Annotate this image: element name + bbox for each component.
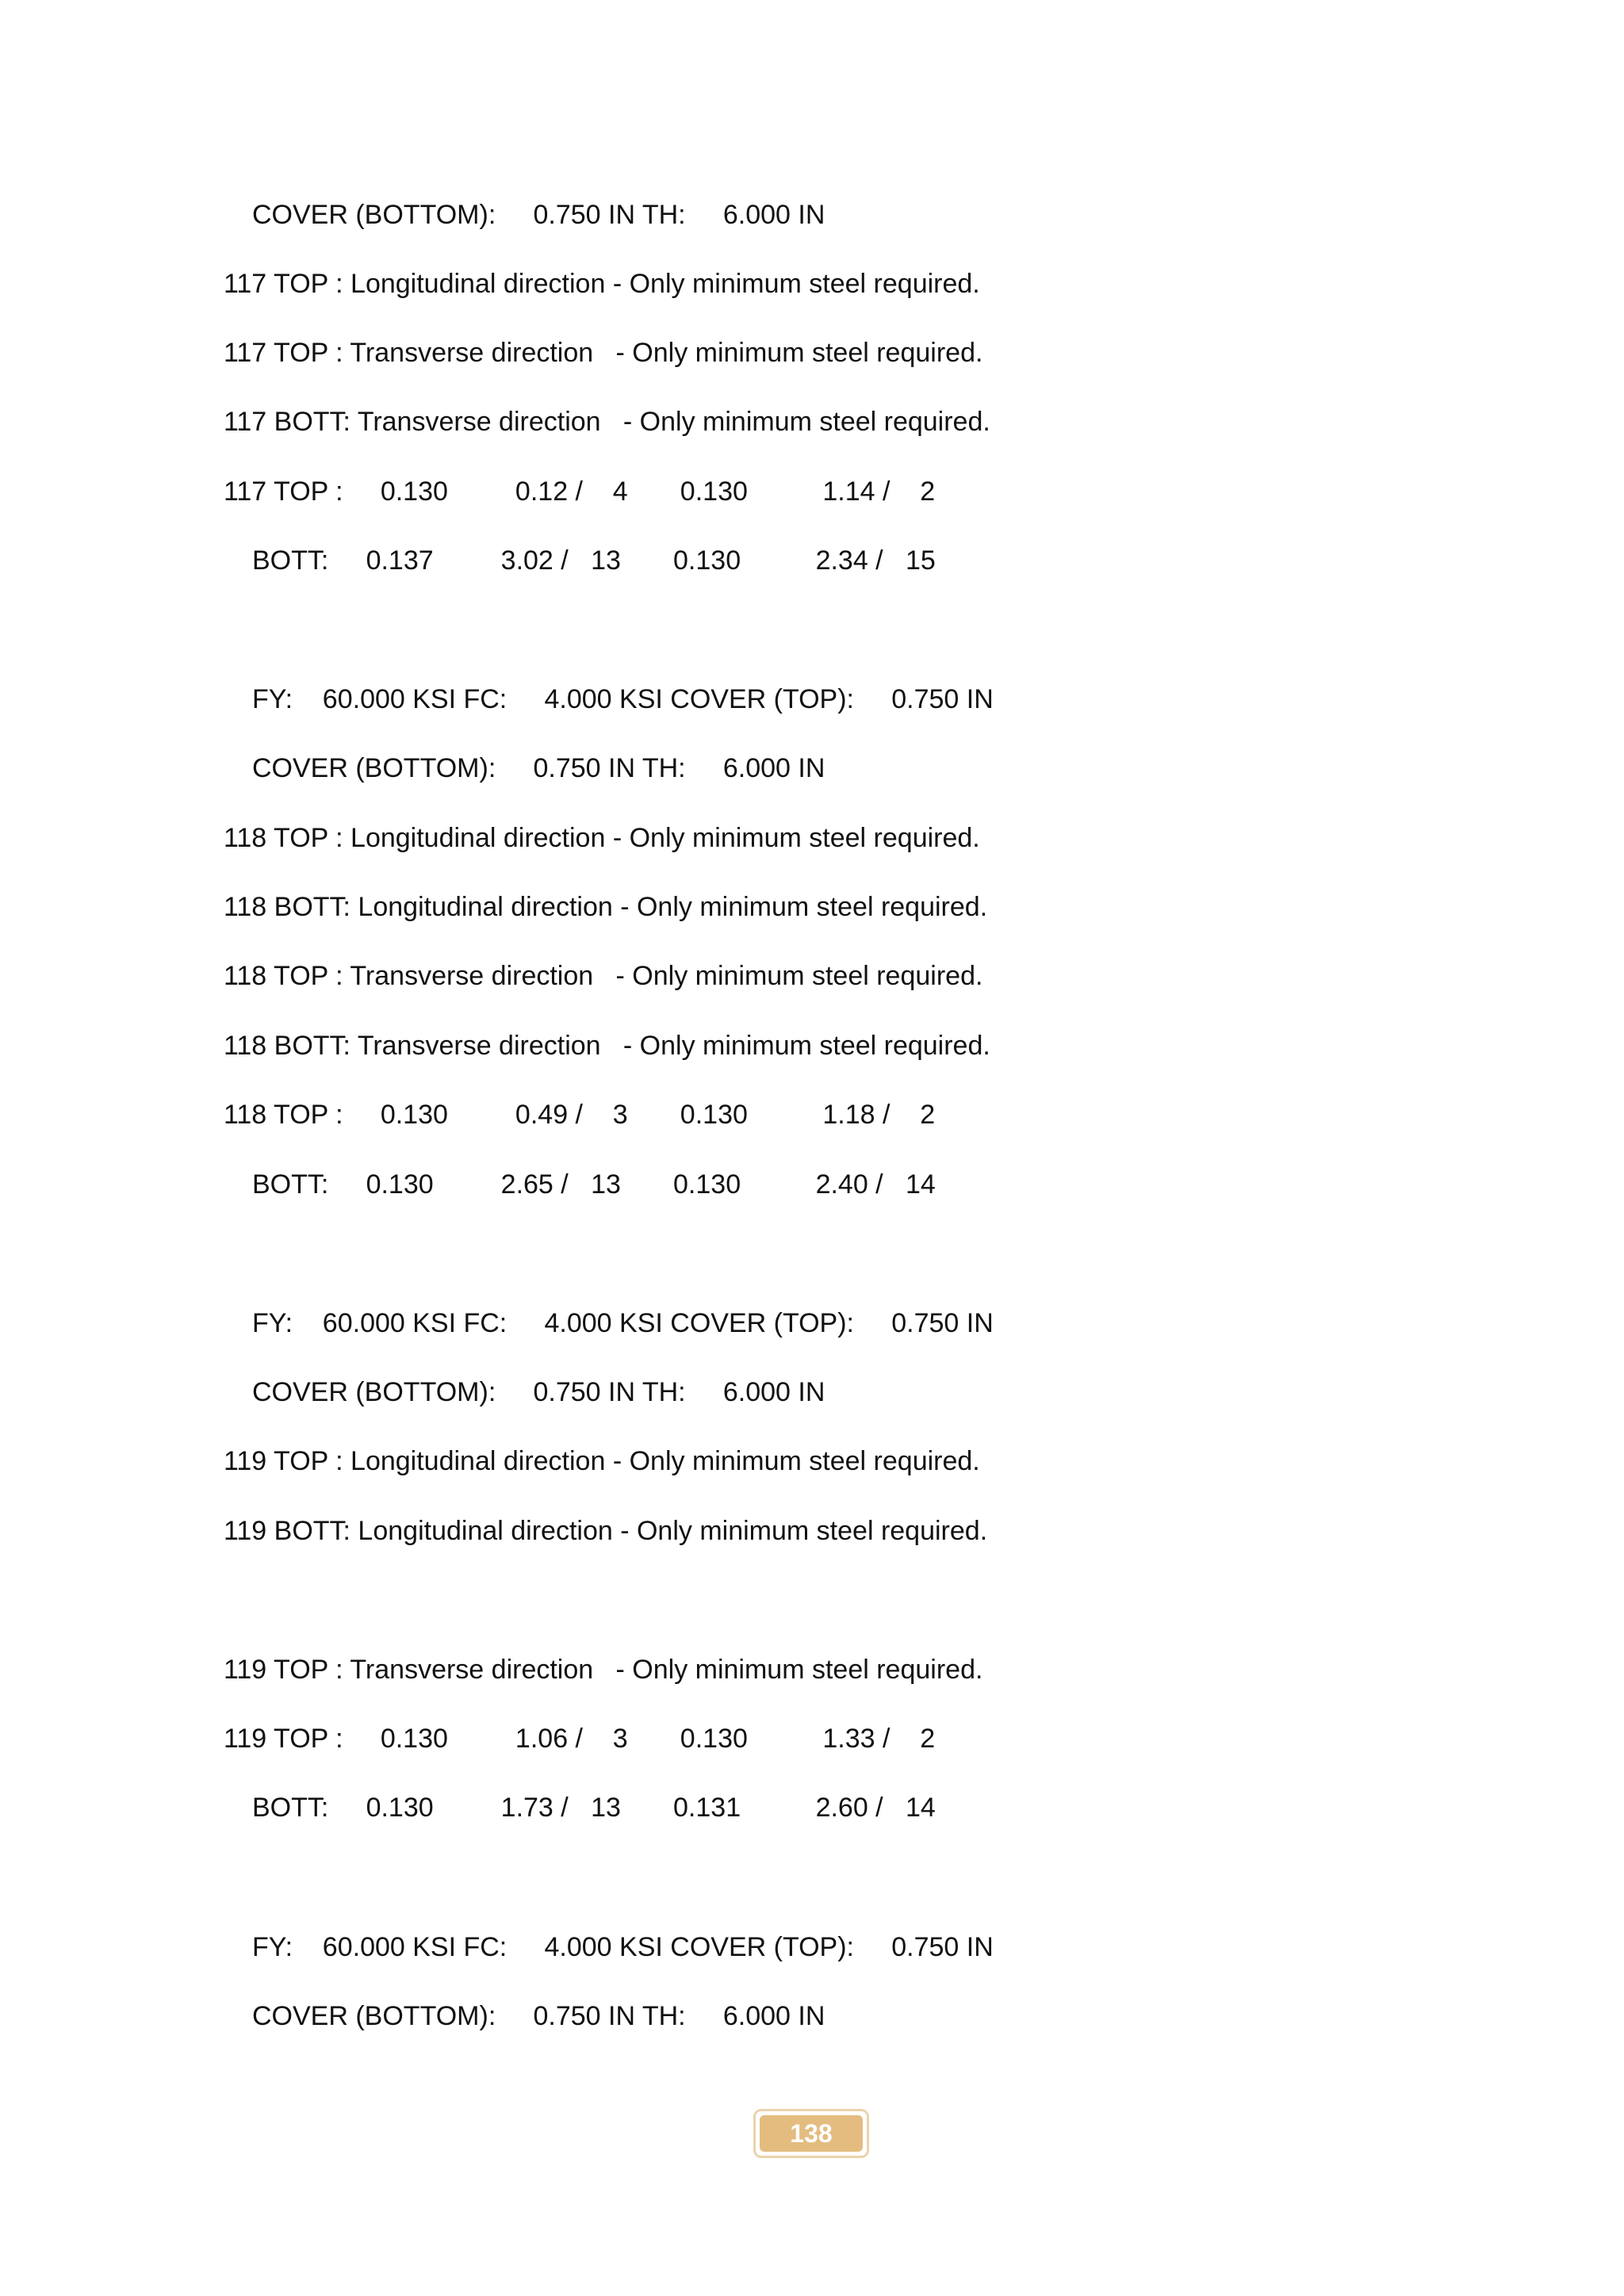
page-number-badge — [753, 2109, 869, 2158]
slab-119-top-longitudinal-line: 119 TOP : Longitudinal direction - Only minimum steel required. — [224, 1446, 980, 1476]
slab-117-top-longitudinal-line: 117 TOP : Longitudinal direction - Only minimum steel required. — [224, 269, 980, 299]
slab-119-top-values-line: 119 TOP : 0.130 1.06 / 3 0.130 1.33 / 2 — [224, 1724, 936, 1754]
slab-118-top-longitudinal-line: 118 TOP : Longitudinal direction - Only minimum steel required. — [224, 823, 980, 853]
cover-bottom-line: COVER (BOTTOM): 0.750 IN TH: 6.000 IN — [252, 753, 825, 783]
slab-117-bott-values-line: BOTT: 0.137 3.02 / 13 0.130 2.34 / 15 — [252, 545, 936, 576]
slab-119-bott-values-line: BOTT: 0.130 1.73 / 13 0.131 2.60 / 14 — [252, 1793, 936, 1823]
fy-fc-cover-top-line: FY: 60.000 KSI FC: 4.000 KSI COVER (TOP): 0.750 IN — [252, 1932, 994, 1962]
slab-118-top-values-line: 118 TOP : 0.130 0.49 / 3 0.130 1.18 / 2 — [224, 1100, 936, 1130]
cover-bottom-line: COVER (BOTTOM): 0.750 IN TH: 6.000 IN — [252, 2001, 825, 2031]
slab-118-top-transverse-line: 118 TOP : Transverse direction - Only minimum steel required. — [224, 961, 983, 991]
fy-fc-cover-top-line: FY: 60.000 KSI FC: 4.000 KSI COVER (TOP): 0.750 IN — [252, 1308, 994, 1338]
slab-118-bott-values-line: BOTT: 0.130 2.65 / 13 0.130 2.40 / 14 — [252, 1169, 936, 1200]
cover-bottom-line: COVER (BOTTOM): 0.750 IN TH: 6.000 IN — [252, 200, 825, 230]
slab-119-top-transverse-line: 119 TOP : Transverse direction - Only minimum steel required. — [224, 1655, 983, 1685]
slab-117-top-transverse-line: 117 TOP : Transverse direction - Only minimum steel required. — [224, 338, 983, 368]
cover-bottom-line: COVER (BOTTOM): 0.750 IN TH: 6.000 IN — [252, 1377, 825, 1407]
slab-119-bott-longitudinal-line: 119 BOTT: Longitudinal direction - Only minimum steel required. — [224, 1516, 988, 1546]
slab-118-bott-longitudinal-line: 118 BOTT: Longitudinal direction - Only minimum steel required. — [224, 892, 988, 922]
slab-117-bott-transverse-line: 117 BOTT: Transverse direction - Only minimum steel required. — [224, 407, 990, 437]
slab-118-bott-transverse-line: 118 BOTT: Transverse direction - Only minimum steel required. — [224, 1031, 990, 1061]
page-number: 138 — [760, 2115, 863, 2152]
slab-117-top-values-line: 117 TOP : 0.130 0.12 / 4 0.130 1.14 / 2 — [224, 476, 936, 507]
fy-fc-cover-top-line: FY: 60.000 KSI FC: 4.000 KSI COVER (TOP): 0.750 IN — [252, 684, 994, 714]
